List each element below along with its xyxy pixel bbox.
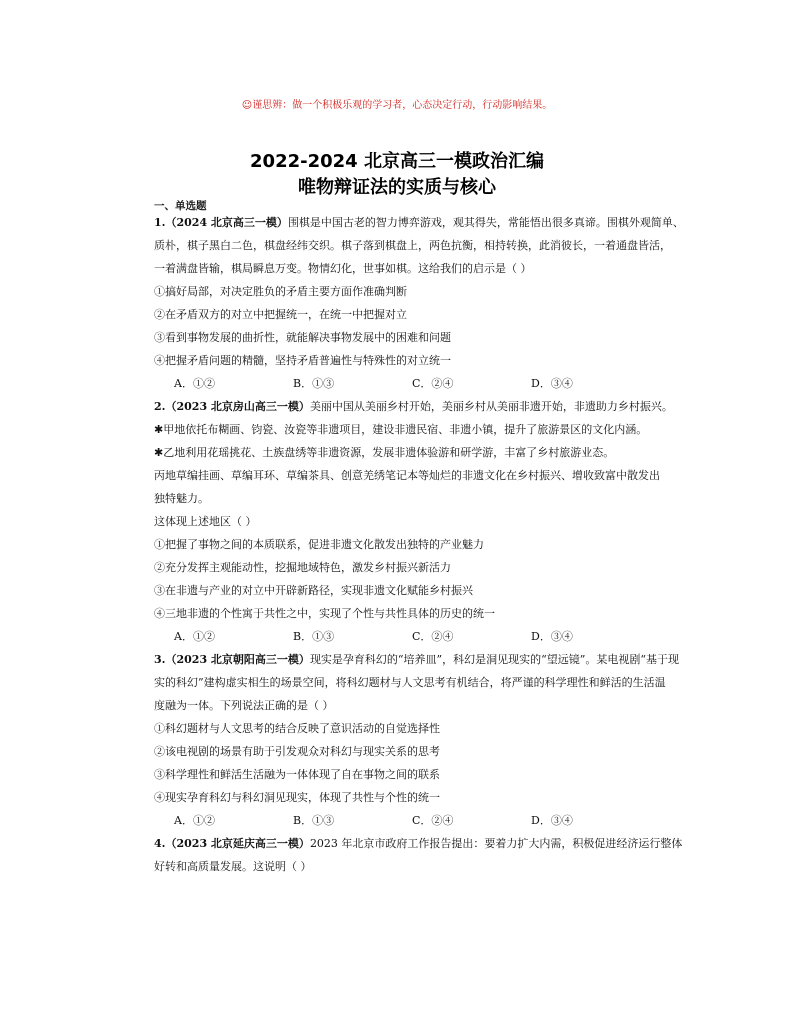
question-source: 3.（2023 北京朝阳高三一模） — [154, 653, 310, 666]
question-stem-line: 一着满盘皆输，棋局瞬息万变。物情幻化，世事如棋。这给我们的启示是（ ） — [154, 262, 532, 275]
question-source: 4.（2023 北京延庆高三一模） — [154, 837, 310, 850]
statement-item: ②充分发挥主观能动性，挖掘地域特色，激发乡村振兴新活力 — [154, 561, 451, 574]
answer-choices — [154, 372, 726, 395]
choice-a: A．①② — [174, 630, 215, 643]
choice-d: D．③④ — [531, 630, 573, 643]
answer-choices — [154, 809, 726, 832]
question-stem-line: 3.（2023 北京朝阳高三一模）现实是孕育科幻的“培养皿”，科幻是洞见现实的“望远镜”。某电视剧“基于现 — [154, 653, 680, 666]
statement-item: ④现实孕育科幻与科幻洞见现实，体现了共性与个性的统一 — [154, 791, 440, 804]
question-stem-line: 好转和高质量发展。这说明（ ） — [154, 860, 312, 873]
choice-c: C．②④ — [412, 630, 454, 643]
choice-a: A．①② — [174, 814, 215, 827]
statement-item: ③科学理性和鲜活生活融为一体体现了自在事物之间的联系 — [154, 768, 440, 781]
statement-item: ①科幻题材与人文思考的结合反映了意识活动的自觉选择性 — [154, 722, 440, 735]
question-stem-line: 2.（2023 北京房山高三一模）美丽中国从美丽乡村开始，美丽乡村从美丽非遗开始，非遗助力乡村振兴。 — [154, 400, 673, 413]
choice-c: C．②④ — [412, 814, 454, 827]
question-stem-line: 这体现上述地区（ ） — [154, 515, 257, 528]
question-stem-line: 1.（2024 北京高三一模）围棋是中国古老的智力博弈游戏，观其得失，常能悟出很多真谛。围棋外观简单、 — [154, 216, 684, 229]
choice-b: B．①③ — [293, 630, 335, 643]
question-source: 1.（2024 北京高三一模） — [154, 216, 288, 229]
statement-item: ②在矛盾双方的对立中把握统一，在统一中把握对立 — [154, 308, 407, 321]
question-stem-line: 度融为一体。下列说法正确的是（ ） — [154, 699, 334, 712]
question-list — [154, 211, 726, 878]
question-source: 2.（2023 北京房山高三一模） — [154, 400, 310, 413]
statement-item: ④把握矛盾问题的精髓，坚持矛盾普遍性与特殊性的对立统一 — [154, 354, 451, 367]
motto-banner: ☺谨思辨：做一个积极乐观的学习者，心态决定行动，行动影响结果。 — [241, 100, 553, 111]
question-3 — [154, 648, 726, 832]
answer-choices — [154, 625, 726, 648]
statement-item: ①把握了事物之间的本质联系，促进非遗文化散发出独特的产业魅力 — [154, 538, 484, 551]
choice-d: D．③④ — [531, 814, 573, 827]
choice-b: B．①③ — [293, 814, 335, 827]
question-1 — [154, 211, 726, 395]
question-2 — [154, 395, 726, 648]
document-subtitle: 唯物辩证法的实质与核心 — [298, 177, 496, 198]
statement-item: ①搞好局部，对决定胜负的矛盾主要方面作准确判断 — [154, 285, 407, 298]
document-title: 2022-2024 北京高三一模政治汇编 — [250, 151, 544, 172]
statement-item: ②该电视剧的场景有助于引发观众对科幻与现实关系的思考 — [154, 745, 440, 758]
question-stem-line: 实的科幻”建构虚实相生的场景空间，将科幻题材与人文思考有机结合，将严谨的科学理性和鲜活的生活温 — [154, 676, 666, 689]
choice-a: A．①② — [174, 377, 215, 390]
question-stem-line: ✱甲地依托布糊画、钧瓷、汝瓷等非遗项目，建设非遗民宿、非遗小镇，提升了旅游景区的文化内涵。 — [154, 423, 648, 436]
statement-item: ③看到事物发展的曲折性，就能解决事物发展中的困难和问题 — [154, 331, 451, 344]
statement-item: ③在非遗与产业的对立中开辟新路径，实现非遗文化赋能乡村振兴 — [154, 584, 473, 597]
statement-item: ④三地非遗的个性寓于共性之中，实现了个性与共性具体的历史的统一 — [154, 607, 495, 620]
question-stem-line: 丙地草编挂画、草编耳环、草编茶具、创意羌绣笔记本等灿烂的非遗文化在乡村振兴、增收致富中散发出 — [154, 469, 660, 482]
choice-c: C．②④ — [412, 377, 454, 390]
question-stem-line: 质朴，棋子黑白二色，棋盘经纬交织。棋子落到棋盘上，两色抗衡，相持转换，此消彼长，一着通盘皆活， — [154, 239, 671, 252]
question-stem-line: 独特魅力。 — [154, 492, 209, 505]
question-stem-line: ✱乙地利用花瑶挑花、土族盘绣等非遗资源，发展非遗体验游和研学游，丰富了乡村旅游业态。 — [154, 446, 615, 459]
question-4 — [154, 832, 726, 878]
choice-b: B．①③ — [293, 377, 335, 390]
section-heading: 一、单选题 — [154, 200, 207, 212]
question-stem-line: 4.（2023 北京延庆高三一模）2023 年北京市政府工作报告提出：要着力扩大内需，积极促进经济运行整体 — [154, 837, 683, 850]
choice-d: D．③④ — [531, 377, 573, 390]
